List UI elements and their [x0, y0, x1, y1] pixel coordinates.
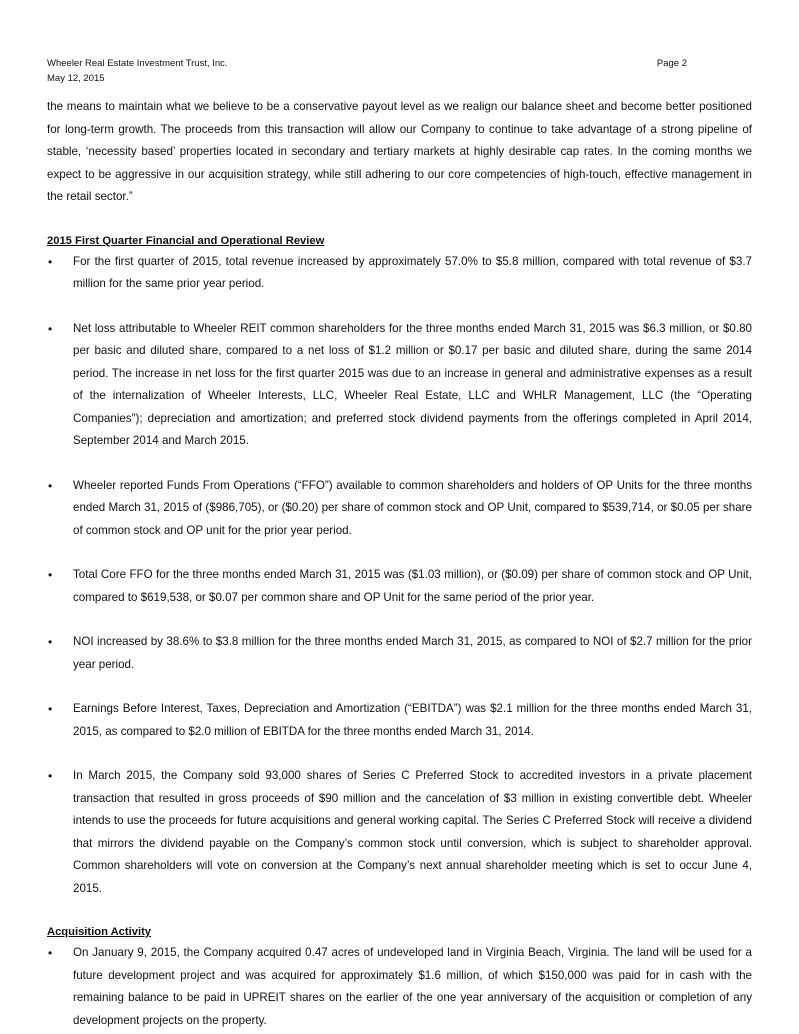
- list-item: • For the first quarter of 2015, total revenue increased by approximately 57.0% to $5.8 million, compared with total revenue of $3.7 million for the same prior year period.: [47, 251, 752, 296]
- list-item: • Earnings Before Interest, Taxes, Depreciation and Amortization (“EBITDA”) was $2.1 million for the three months ended March 31, 2015, as compared to $2.0 million of EBITDA for the three months ended March 31, 2014.: [47, 698, 752, 743]
- bullet-icon: •: [48, 254, 53, 269]
- bullet-list: [47, 942, 752, 1032]
- section-title: 2015 First Quarter Financial and Operational Review: [47, 234, 325, 247]
- intro-paragraph: the means to maintain what we believe to be a conservative payout level as we realign our balance sheet and become better positioned for long-term growth. The proceeds from this transaction will allow our Company to continue to take advantage of a strong pipeline of stable, ‘necessity based’ properties located in secondary and tertiary markets at highly desirable cap rates. In the coming months we expect to be aggressive in our acquisition strategy, while still adhering to our core competencies of high-touch, effective management in the retail sector.”: [47, 100, 752, 203]
- list-item: • On January 9, 2015, the Company acquired 0.47 acres of undeveloped land in Virginia Beach, Virginia. The land will be used for a future development project and was acquired for approximately $1.6 million, of which $150,000 was paid for in cash with the remaining balance to be paid in UPREIT shares on the earlier of the one year anniversary of the acquisition or completion of any development projects on the property.: [47, 942, 752, 1032]
- page-header: [47, 56, 687, 86]
- company-name: Wheeler Real Estate Investment Trust, Inc.: [47, 58, 228, 69]
- section-acquisition-activity: [47, 922, 752, 1032]
- bullet-icon: •: [48, 702, 53, 716]
- section-financial-review: [47, 231, 752, 901]
- list-item: • NOI increased by 38.6% to $3.8 million for the three months ended March 31, 2015, as compared to NOI of $2.7 million for the prior year period.: [47, 631, 752, 676]
- bullet-icon: •: [48, 321, 53, 336]
- list-item: • In March 2015, the Company sold 93,000 shares of Series C Preferred Stock to accredited investors in a private placement transaction that resulted in gross proceeds of $90 million and the cancelation of $3 million in existing convertible debt. Wheeler intends to use the proceeds for future acquisitions and general working capital. The Series C Preferred Stock will receive a dividend that mirrors the dividend payable on the Company’s common stock until conversion, which is subject to shareholder approval. Common shareholders will vote on conversion at the Company’s next annual shareholder meeting which is set to occur June 4, 2015.: [47, 765, 752, 900]
- bullet-icon: •: [48, 769, 53, 783]
- list-item: • Wheeler reported Funds From Operations (“FFO”) available to common shareholders and holders of OP Units for the three months ended March 31, 2015 of ($986,705), or ($0.20) per share of common stock and OP Unit, compared to $539,714, or $0.05 per share of common stock and OP unit for the prior year period.: [47, 475, 752, 543]
- document-body: [47, 96, 752, 1032]
- page-number: Page 2: [656, 58, 687, 69]
- list-item: • Net loss attributable to Wheeler REIT common shareholders for the three months ended March 31, 2015 was $6.3 million, or $0.80 per basic and diluted share, compared to a net loss of $1.2 million or $0.17 per basic and diluted share, during the same 2014 period. The increase in net loss for the first quarter 2015 was due to an increase in general and administrative expenses as a result of the internalization of Wheeler Interests, LLC, Wheeler Real Estate, LLC and WHLR Management, LLC (the “Operating Companies”); depreciation and amortization; and preferred stock dividend payments from the offerings completed in April 2014, September 2014 and March 2015.: [47, 318, 752, 453]
- list-item: • Total Core FFO for the three months ended March 31, 2015 was ($1.03 million), or ($0.09) per share of common stock and OP Unit, compared to $619,538, or $0.07 per common share and OP Unit for the same period of the prior year.: [47, 564, 752, 609]
- bullet-icon: •: [48, 635, 53, 649]
- header-date: May 12, 2015: [47, 73, 105, 84]
- bullet-list: [47, 251, 752, 901]
- bullet-icon: •: [48, 946, 53, 960]
- bullet-icon: •: [48, 478, 53, 493]
- bullet-icon: •: [48, 568, 53, 582]
- section-title: Acquisition Activity: [47, 926, 152, 938]
